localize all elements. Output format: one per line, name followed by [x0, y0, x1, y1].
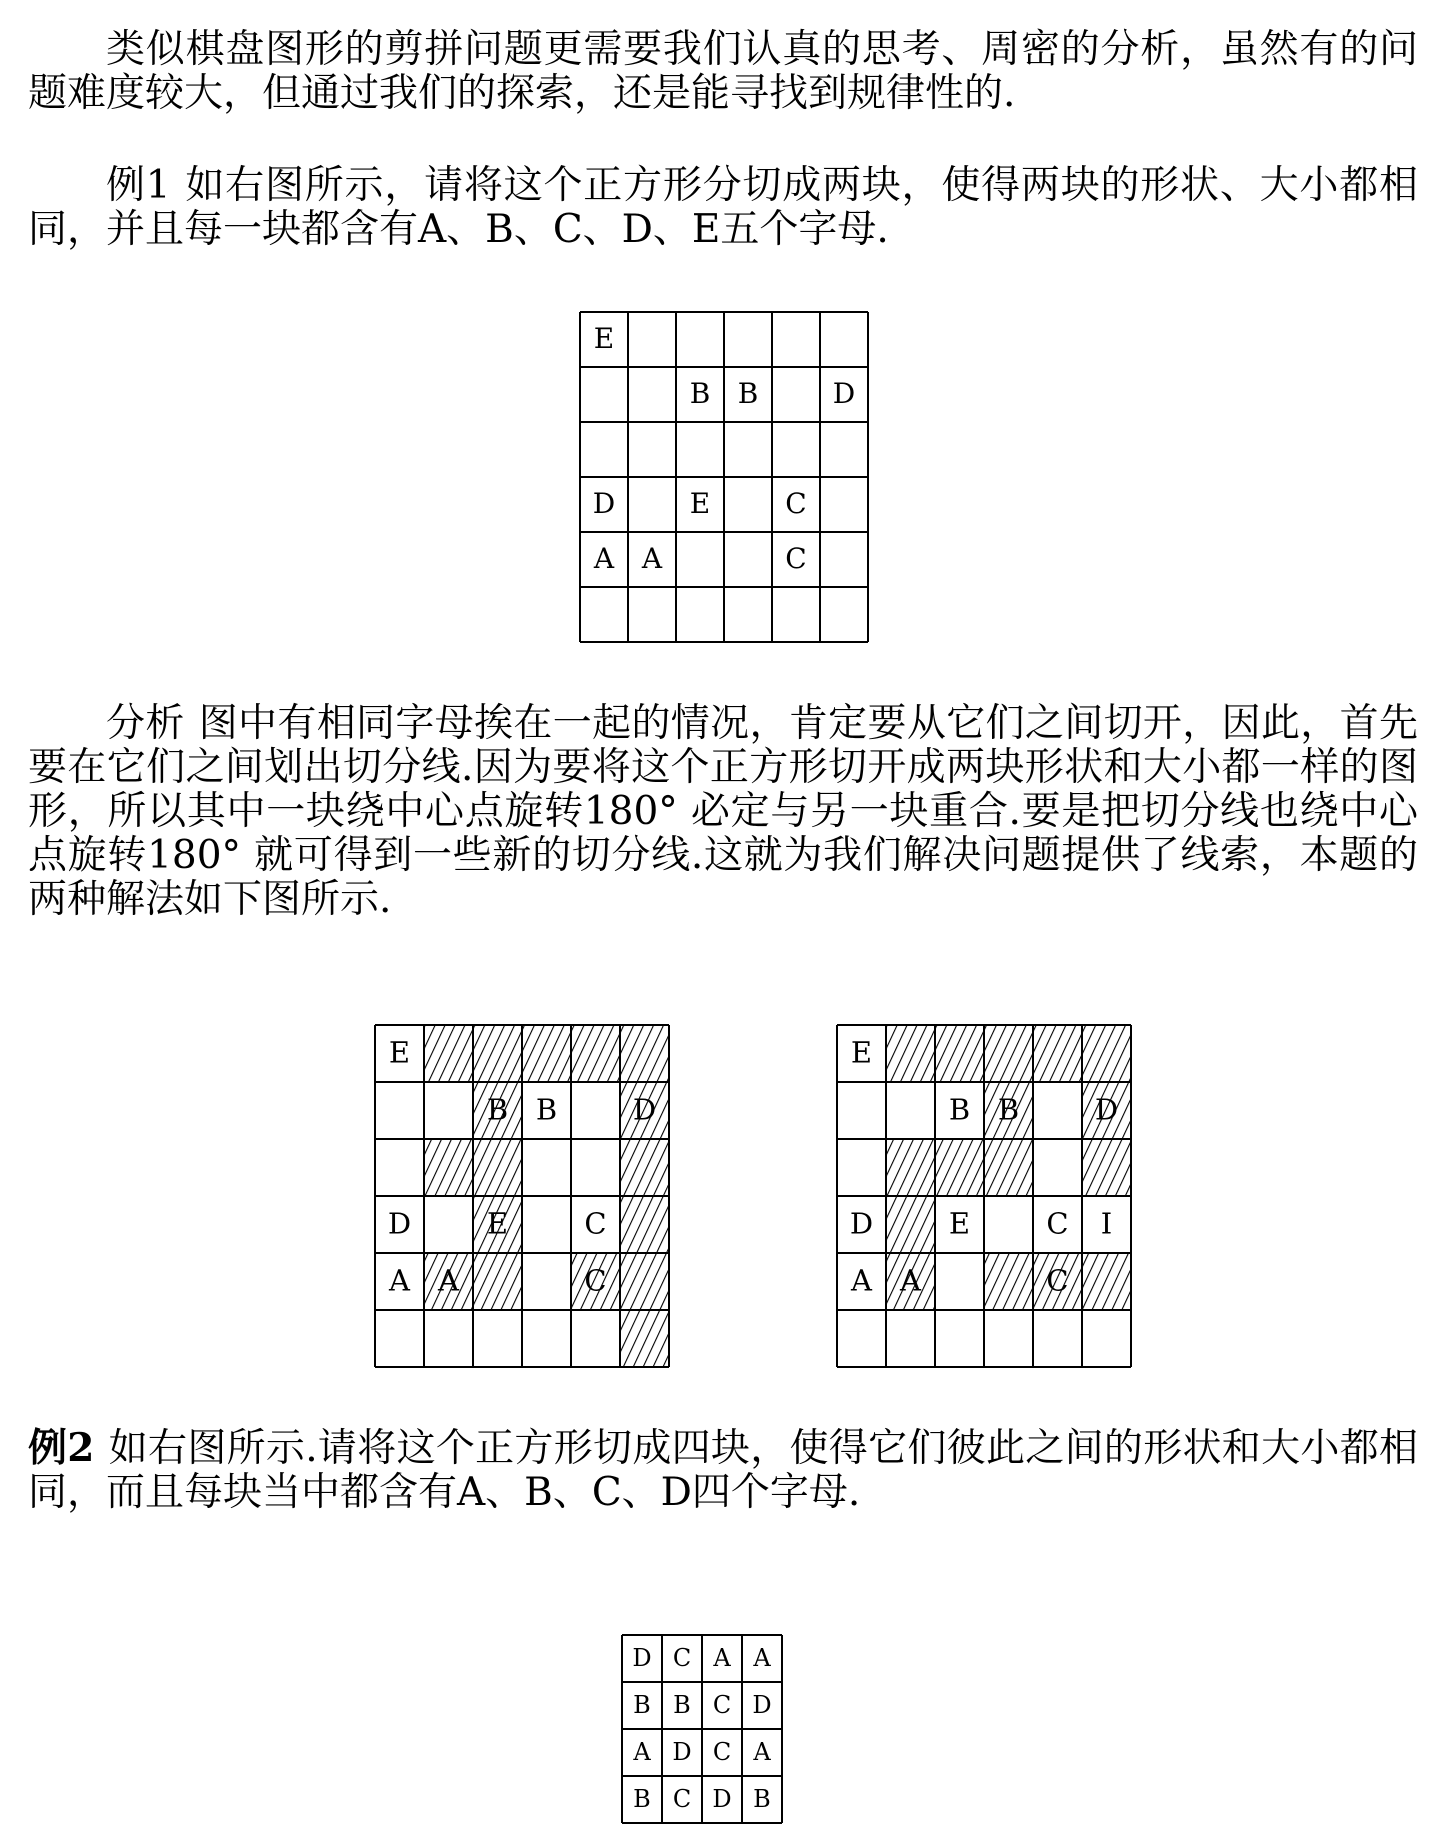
grid-cell-letter: D [632, 1644, 652, 1672]
grid-cell-letter: I [1100, 1206, 1113, 1241]
shaded-cell [1082, 1025, 1131, 1082]
grid-cell-letter: A [389, 1263, 410, 1298]
shaded-cell [424, 1025, 473, 1082]
grid-cell-letter: D [592, 487, 616, 520]
example1-grid [579, 311, 869, 643]
grid-cell-letter: A [753, 1644, 771, 1672]
grid-cell-letter: E [593, 322, 615, 355]
grid-cell-letter: B [486, 1092, 509, 1127]
solution1-grid [374, 1024, 670, 1368]
grid-cell-letter: D [387, 1206, 412, 1241]
grid-cell-letter: E [689, 487, 711, 520]
grid-cell-letter: A [753, 1738, 771, 1766]
shaded-cell [935, 1139, 984, 1196]
example2-label: 例2 [28, 1425, 95, 1471]
shaded-cell [473, 1253, 522, 1310]
grid-svg [836, 1024, 1132, 1368]
analysis-text: 图中有相同字母挨在一起的情况，肯定要从它们之间切开，因此，首先要在它们之间划出切分线.因为要将这个正方形切开成两块形状和大小都一样的图形，所以其中一块绕中心点旋转180° 必定与另一块重合.要是把切分线也绕中心点旋转180° 就可得到一些新的切分线.这就为我们解决问题提供了线索，本题的两种解法如下图所示. [28, 701, 1418, 922]
grid-cell-letter: E [388, 1035, 411, 1070]
grid-cell-letter: A [633, 1738, 651, 1766]
grid-cell-letter: A [593, 542, 615, 575]
grid-cell-letter: B [633, 1691, 651, 1719]
grid-cell-letter: B [673, 1691, 691, 1719]
grid-cell-letter: B [633, 1785, 651, 1813]
grid-cell-letter: D [849, 1206, 874, 1241]
grid-cell-letter: C [672, 1785, 692, 1813]
shaded-cell [473, 1139, 522, 1196]
shaded-cell [886, 1139, 935, 1196]
grid-cell-letter: C [672, 1644, 692, 1672]
grid-cell-letter: B [948, 1092, 971, 1127]
shaded-cell [473, 1025, 522, 1082]
intro-paragraph: 类似棋盘图形的剪拼问题更需要我们认真的思考、周密的分析，虽然有的问题难度较大，但通过我们的探索，还是能寻找到规律性的. [28, 27, 1418, 116]
grid-cell-letter: D [632, 1092, 657, 1127]
grid-cell-letter: A [900, 1263, 921, 1298]
grid-cell-letter: E [850, 1035, 873, 1070]
shaded-cell [620, 1139, 669, 1196]
grid-cell-letter: E [948, 1206, 971, 1241]
shaded-cell [1033, 1025, 1082, 1082]
grid-cell-letter: C [1046, 1263, 1069, 1298]
analysis-paragraph [28, 702, 1418, 922]
grid-cell-letter: A [438, 1263, 459, 1298]
grid-cell-letter: C [584, 1206, 607, 1241]
solution2-grid [836, 1024, 1132, 1368]
grid-cell-letter: B [689, 377, 711, 410]
example2-grid [621, 1634, 783, 1824]
grid-cell-letter: D [1094, 1092, 1119, 1127]
example1-label: 例1 [106, 163, 171, 208]
grid-cell-letter: B [737, 377, 759, 410]
shaded-cell [935, 1025, 984, 1082]
grid-cell-letter: D [712, 1785, 732, 1813]
analysis-label: 分析 [106, 701, 185, 746]
example1-text: 如右图所示，请将这个正方形分切成两块，使得两块的形状、大小都相同，并且每一块都含有A、B、C、D、E五个字母. [28, 163, 1418, 252]
grid-cell-letter: D [752, 1691, 772, 1719]
grid-cell-letter: E [486, 1206, 509, 1241]
grid-cell-letter: D [672, 1738, 692, 1766]
grid-cell-letter: C [1046, 1206, 1069, 1241]
grid-cell-letter: B [535, 1092, 558, 1127]
grid-cell-letter: B [997, 1092, 1020, 1127]
example2-paragraph [28, 1426, 1418, 1515]
grid-cell-letter: A [851, 1263, 872, 1298]
grid-cell-letter: A [713, 1644, 731, 1672]
shaded-cell [620, 1253, 669, 1310]
example1-paragraph [28, 164, 1418, 252]
shaded-cell [886, 1025, 935, 1082]
shaded-cell [571, 1025, 620, 1082]
shaded-cell [1082, 1139, 1131, 1196]
shaded-cell [1082, 1253, 1131, 1310]
grid-cell-letter: C [785, 487, 807, 520]
shaded-cell [522, 1025, 571, 1082]
shaded-cell [984, 1253, 1033, 1310]
shaded-cell [984, 1025, 1033, 1082]
grid-cell-letter: C [712, 1738, 732, 1766]
grid-svg [579, 311, 869, 643]
grid-svg [621, 1634, 783, 1824]
grid-svg [374, 1024, 670, 1368]
grid-cell-letter: C [785, 542, 807, 575]
shaded-cell [620, 1310, 669, 1367]
shaded-cell [984, 1139, 1033, 1196]
shaded-cell [620, 1025, 669, 1082]
grid-cell-letter: D [832, 377, 856, 410]
example2-text: 如右图所示.请将这个正方形切成四块，使得它们彼此之间的形状和大小都相同，而且每块当中都含有A、B、C、D四个字母. [28, 1426, 1418, 1515]
grid-cell-letter: C [712, 1691, 732, 1719]
shaded-cell [424, 1139, 473, 1196]
shaded-cell [620, 1196, 669, 1253]
shaded-cell [886, 1196, 935, 1253]
grid-cell-letter: B [753, 1785, 771, 1813]
grid-cell-letter: C [584, 1263, 607, 1298]
grid-cell-letter: A [641, 542, 663, 575]
